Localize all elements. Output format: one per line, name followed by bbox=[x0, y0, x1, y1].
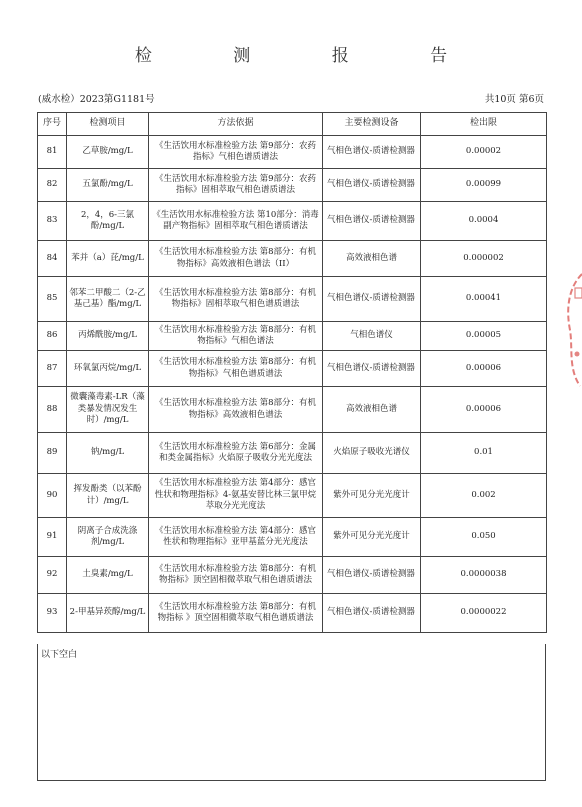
cell-item: 钠/mg/L bbox=[67, 433, 149, 474]
cell-equipment: 高效液相色谱 bbox=[323, 387, 421, 433]
table-row bbox=[38, 277, 547, 322]
cell-equipment: 气相色谱仪-质谱检测器 bbox=[323, 169, 421, 202]
col-header-method: 方法依据 bbox=[149, 113, 323, 136]
cell-no: 93 bbox=[38, 594, 67, 633]
cell-limit: 0.01 bbox=[421, 433, 547, 474]
cell-item: 土臭素/mg/L bbox=[67, 557, 149, 594]
table-row bbox=[38, 518, 547, 557]
cell-limit: 0.050 bbox=[421, 518, 547, 557]
cell-no: 84 bbox=[38, 241, 67, 277]
cell-method: 《生活饮用水标准检验方法 第6部分：金属和类金属指标》火焰原子吸收分光光度法 bbox=[149, 433, 323, 474]
cell-equipment: 气相色谱仪-质谱检测器 bbox=[323, 277, 421, 322]
table-row bbox=[38, 594, 547, 633]
table-row bbox=[38, 387, 547, 433]
cell-no: 90 bbox=[38, 474, 67, 518]
cell-no: 88 bbox=[38, 387, 67, 433]
table-row bbox=[38, 202, 547, 241]
cell-method: 《生活饮用水标准检验方法 第4部分：感官性状和物理指标》亚甲基蓝分光光度法 bbox=[149, 518, 323, 557]
cell-method: 《生活饮用水标准检验方法 第9部分：农药指标》固相萃取气相色谱质谱法 bbox=[149, 169, 323, 202]
test-results-table bbox=[37, 112, 547, 633]
cell-item: 2，4，6-三氯酚/mg/L bbox=[67, 202, 149, 241]
cell-equipment: 火焰原子吸收光谱仪 bbox=[323, 433, 421, 474]
cell-limit: 0.00006 bbox=[421, 351, 547, 387]
cell-method: 《生活饮用水标准检验方法 第8部分：有机物指标》高效液相色谱法 bbox=[149, 387, 323, 433]
cell-method: 《生活饮用水标准检验方法 第4部分：感官性状和物理指标》4-氨基安替比林三氯甲烷萃取分光光度法 bbox=[149, 474, 323, 518]
table-row bbox=[38, 169, 547, 202]
cell-method: 《生活饮用水标准检验方法 第8部分：有机物指标》气相色谱法 bbox=[149, 322, 323, 351]
cell-no: 85 bbox=[38, 277, 67, 322]
cell-method: 《生活饮用水标准检验方法 第8部分：有机物指标》固相萃取气相色谱质谱法 bbox=[149, 277, 323, 322]
cell-equipment: 紫外可见分光光度计 bbox=[323, 474, 421, 518]
cell-no: 86 bbox=[38, 322, 67, 351]
cell-limit: 0.0004 bbox=[421, 202, 547, 241]
table-row bbox=[38, 241, 547, 277]
cell-item: 阴离子合成洗涤剂/mg/L bbox=[67, 518, 149, 557]
blank-area bbox=[37, 644, 546, 781]
cell-no: 83 bbox=[38, 202, 67, 241]
seal-stamp-icon bbox=[562, 270, 582, 390]
cell-method: 《生活饮用水标准检验方法 第8部分：有机物指标》高效液相色谱法（II） bbox=[149, 241, 323, 277]
cell-equipment: 气相色谱仪-质谱检测器 bbox=[323, 594, 421, 633]
cell-limit: 0.00005 bbox=[421, 322, 547, 351]
cell-equipment: 气相色谱仪 bbox=[323, 322, 421, 351]
report-number: (威水检）2023第G1181号 bbox=[38, 94, 155, 105]
col-header-no: 序号 bbox=[38, 113, 67, 136]
cell-limit: 0.002 bbox=[421, 474, 547, 518]
cell-limit: 0.00002 bbox=[421, 136, 547, 169]
cell-limit: 0.00099 bbox=[421, 169, 547, 202]
cell-item: 邻苯二甲酸二（2-乙基己基）酯/mg/L bbox=[67, 277, 149, 322]
table-header-row bbox=[38, 113, 547, 136]
cell-equipment: 气相色谱仪-质谱检测器 bbox=[323, 351, 421, 387]
cell-equipment: 气相色谱仪-质谱检测器 bbox=[323, 202, 421, 241]
table-row bbox=[38, 433, 547, 474]
col-header-limit: 检出限 bbox=[421, 113, 547, 136]
cell-method: 《生活饮用水标准检验方法 第8部分：有机物指标 》顶空固相微萃取气相色谱质谱法 bbox=[149, 594, 323, 633]
cell-no: 91 bbox=[38, 518, 67, 557]
blank-note: 以下空白 bbox=[41, 650, 78, 660]
cell-equipment: 气相色谱仪-质谱检测器 bbox=[323, 136, 421, 169]
cell-no: 82 bbox=[38, 169, 67, 202]
page-indicator: 共10页 第6页 bbox=[484, 94, 544, 105]
cell-limit: 0.00041 bbox=[421, 277, 547, 322]
cell-no: 87 bbox=[38, 351, 67, 387]
cell-item: 丙烯酰胺/mg/L bbox=[67, 322, 149, 351]
cell-item: 2-甲基异莰醇/mg/L bbox=[67, 594, 149, 633]
table-row bbox=[38, 474, 547, 518]
cell-item: 环氧氯丙烷/mg/L bbox=[67, 351, 149, 387]
table-row bbox=[38, 322, 547, 351]
cell-equipment: 紫外可见分光光度计 bbox=[323, 518, 421, 557]
table-row bbox=[38, 136, 547, 169]
cell-equipment: 高效液相色谱 bbox=[323, 241, 421, 277]
cell-item: 苯并（a）芘/mg/L bbox=[67, 241, 149, 277]
col-header-equipment: 主要检测设备 bbox=[323, 113, 421, 136]
cell-equipment: 气相色谱仪-质谱检测器 bbox=[323, 557, 421, 594]
cell-method: 《生活饮用水标准检验方法 第8部分：有机物指标》气相色谱质谱法 bbox=[149, 351, 323, 387]
cell-method: 《生活饮用水标准检验方法 第10部分：消毒副产物指标》固相萃取气相色谱质谱法 bbox=[149, 202, 323, 241]
cell-item: 五氯酚/mg/L bbox=[67, 169, 149, 202]
cell-item: 挥发酚类（以苯酚计）/mg/L bbox=[67, 474, 149, 518]
col-header-item: 检测项目 bbox=[67, 113, 149, 136]
cell-method: 《生活饮用水标准检验方法 第8部分：有机物指标》顶空固相微萃取气相色谱质谱法 bbox=[149, 557, 323, 594]
cell-limit: 0.000002 bbox=[421, 241, 547, 277]
cell-limit: 0.0000022 bbox=[421, 594, 547, 633]
cell-item: 微囊藻毒素-LR（藻类暴发情况发生时）/mg/L bbox=[67, 387, 149, 433]
cell-method: 《生活饮用水标准检验方法 第9部分：农药指标》气相色谱质谱法 bbox=[149, 136, 323, 169]
cell-no: 89 bbox=[38, 433, 67, 474]
report-title: 检 测 报 告 bbox=[134, 46, 486, 66]
cell-limit: 0.00006 bbox=[421, 387, 547, 433]
cell-limit: 0.0000038 bbox=[421, 557, 547, 594]
cell-no: 92 bbox=[38, 557, 67, 594]
table-row bbox=[38, 351, 547, 387]
cell-item: 乙草胺/mg/L bbox=[67, 136, 149, 169]
cell-no: 81 bbox=[38, 136, 67, 169]
table-row bbox=[38, 557, 547, 594]
